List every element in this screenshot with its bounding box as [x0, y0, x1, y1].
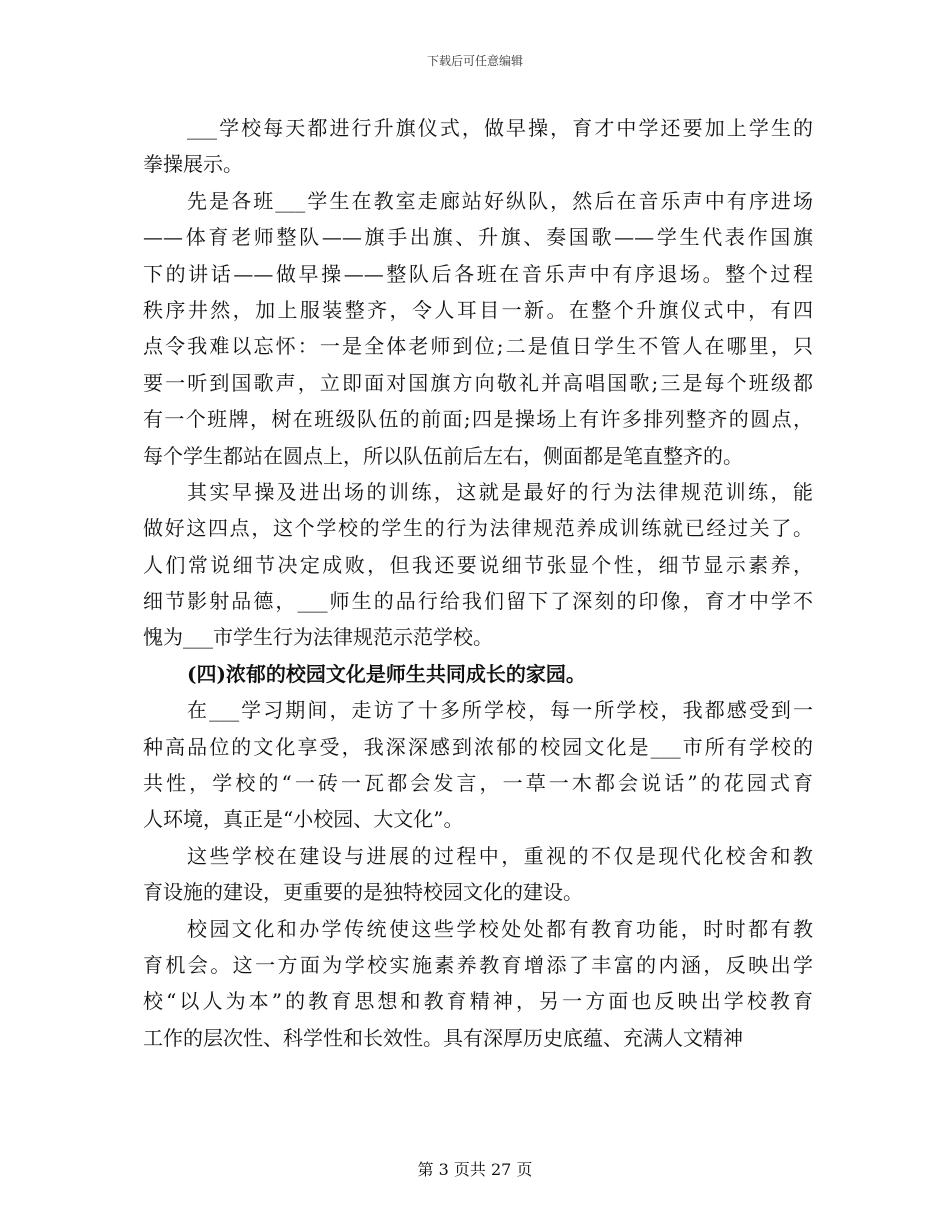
text-line: 每个学生都站在圆点上，所以队伍前后左右，侧面都是笔直整齐的。 [143, 443, 743, 468]
text-line: 愧为___市学生行为法律规范示范学校。 [143, 625, 493, 650]
paragraph [143, 911, 813, 1057]
paragraph [143, 838, 813, 911]
text-line: 先是各班___学生在教室走廊站好纵队，然后在音乐声中有序进场 [187, 188, 813, 213]
text-line: ___学校每天都进行升旗仪式，做早操，育才中学还要加上学生的 [187, 116, 813, 140]
paragraph [143, 183, 813, 474]
text-line: 点令我难以忘怀：一是全体老师到位;二是值日学生不管人在哪里，只 [143, 334, 813, 359]
text-line: 校“以人为本”的教育思想和教育精神，另一方面也反映出学校教育 [143, 989, 813, 1014]
text-line: 有一个班牌，树在班级队伍的前面;四是操场上有许多排列整齐的圆点， [143, 407, 813, 432]
text-line: 其实早操及进出场的训练，这就是最好的行为法律规范训练，能 [187, 479, 813, 504]
text-line: 在___学习期间，走访了十多所学校，每一所学校，我都感受到一 [187, 698, 813, 723]
page-header: 下载后可任意编辑 [426, 54, 523, 68]
text-line: 要一听到国歌声，立即面对国旗方向敬礼并高唱国歌;三是每个班级都 [143, 370, 813, 395]
text-line: 做好这四点，这个学校的学生的行为法律规范养成训练就已经过关了。 [143, 516, 813, 541]
text-line: 工作的层次性、科学性和长效性。具有深厚历史底蕴、充满人文精神 [143, 1025, 743, 1050]
text-line: 这些学校在建设与进展的过程中，重视的不仅是现代化校舍和教 [187, 843, 813, 868]
paragraph [143, 110, 813, 183]
text-line: 人们常说细节决定成败，但我还要说细节张显个性，细节显示素养， [143, 552, 813, 577]
paragraph [143, 474, 813, 656]
text-line: 细节影射品德，___师生的品行给我们留下了深刻的印像，育才中学不 [143, 589, 813, 614]
text-line: (四)浓郁的校园文化是师生共同成长的家园。 [187, 661, 586, 686]
section-heading [143, 656, 813, 692]
text-line: 拳操展示。 [143, 152, 243, 177]
text-line: 校园文化和办学传统使这些学校处处都有教育功能，时时都有教 [187, 916, 813, 941]
text-line: 种高品位的文化享受，我深深感到浓郁的校园文化是___市所有学校的 [143, 734, 813, 759]
page-number: 第 3 页共 27 页 [417, 1160, 533, 1179]
text-line: 下的讲话——做早操——整队后各班在音乐声中有序退场。整个过程 [143, 261, 813, 286]
text-line: 秩序井然，加上服装整齐，令人耳目一新。在整个升旗仪式中，有四 [143, 297, 813, 322]
text-line: 育机会。这一方面为学校实施素养教育增添了丰富的内涵，反映出学 [143, 952, 813, 977]
text-line: 共性，学校的“一砖一瓦都会发言，一草一木都会说话”的花园式育 [143, 771, 813, 796]
paragraph [143, 692, 813, 838]
text-line: 人环境，真正是“小校园、大文化”。 [143, 807, 464, 832]
text-line: 育设施的建设，更重要的是独特校园文化的建设。 [143, 880, 583, 905]
text-line: ——体育老师整队——旗手出旗、升旗、奏国歌——学生代表作国旗 [143, 225, 813, 250]
document-body [143, 110, 813, 1056]
